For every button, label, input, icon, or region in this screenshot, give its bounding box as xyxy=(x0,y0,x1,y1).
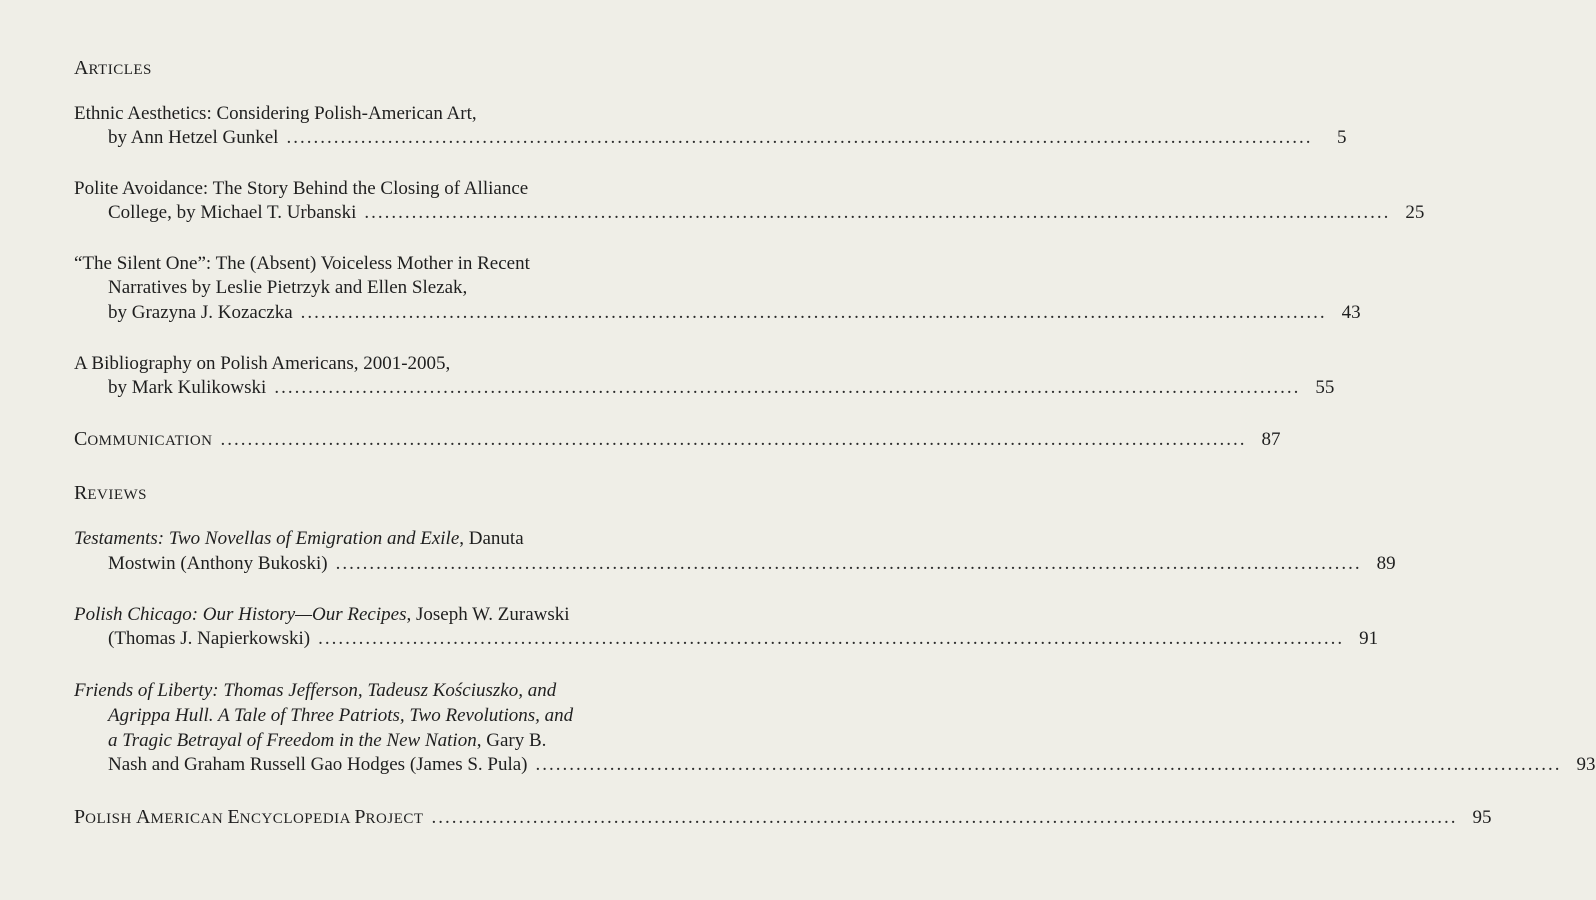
page-number: 43 xyxy=(1341,302,1361,323)
toc-entry-author: by Ann Hetzel Gunkel xyxy=(108,127,279,148)
review-entry-leader-line xyxy=(108,552,1396,576)
toc-entry-leader-line xyxy=(108,301,1361,325)
toc-entry-author: by Mark Kulikowski xyxy=(108,377,267,398)
toc-entry-title: Ethnic Aesthetics: Considering Polish-American Art, xyxy=(74,103,477,124)
dot-leader: ........................................................................................................................................................ xyxy=(274,377,1301,398)
toc-entry-author: by Grazyna J. Kozaczka xyxy=(108,302,293,323)
dot-leader: ........................................................................................................................................................ xyxy=(300,302,1327,323)
review-entry-title-continued xyxy=(108,729,546,753)
review-book-author: , Danuta xyxy=(459,528,524,549)
toc-entry-title: “The Silent One”: The (Absent) Voiceless Mother in Recent xyxy=(74,253,530,274)
review-book-title: Polish Chicago: Our History—Our Recipes xyxy=(74,604,407,625)
review-author-reviewer: Nash and Graham Russell Gao Hodges (James S. Pula) xyxy=(108,754,528,775)
review-book-title: Friends of Liberty: Thomas Jefferson, Tadeusz Kościuszko, and xyxy=(74,680,557,701)
review-book-author: , Joseph W. Zurawski xyxy=(406,604,570,625)
dot-leader: ........................................................................................................................................................ xyxy=(318,628,1345,649)
toc-entry-author: College, by Michael T. Urbanski xyxy=(108,202,357,223)
review-book-author: , Gary B. xyxy=(476,730,547,751)
review-book-title: a Tragic Betrayal of Freedom in the New Nation xyxy=(108,730,477,751)
communication-entry xyxy=(74,427,1281,453)
toc-entry-leader-line xyxy=(108,376,1335,400)
dot-leader: ........................................................................................................................................................ xyxy=(286,127,1313,148)
toc-entry-leader-line xyxy=(108,201,1425,225)
page-number: 25 xyxy=(1405,202,1425,223)
review-entry-title xyxy=(74,603,570,627)
dot-leader: ........................................................................................................................................................ xyxy=(535,754,1562,775)
toc-entry-leader-line xyxy=(108,126,1347,150)
communication-heading: COMMUNICATION xyxy=(74,428,213,450)
toc-entry-title-continued: Narratives by Leslie Pietrzyk and Ellen Slezak, xyxy=(108,277,468,298)
toc-entry-title: A Bibliography on Polish Americans, 2001-2005, xyxy=(74,353,451,374)
review-reviewer: (Thomas J. Napierkowski) xyxy=(108,628,311,649)
dot-leader: ........................................................................................................................................................ xyxy=(220,429,1247,450)
page-number: 89 xyxy=(1376,553,1396,574)
review-entry-title xyxy=(74,679,556,703)
review-entry-leader-line xyxy=(108,753,1596,777)
review-entry-title-continued xyxy=(108,704,573,728)
page-number: 95 xyxy=(1472,807,1492,828)
page-number: 87 xyxy=(1261,429,1281,450)
review-book-title: Agrippa Hull. A Tale of Three Patriots, Two Revolutions, and xyxy=(108,705,574,726)
page-number: 55 xyxy=(1315,377,1335,398)
dot-leader: ........................................................................................................................................................ xyxy=(335,553,1362,574)
review-author-reviewer: Mostwin (Anthony Bukoski) xyxy=(108,553,328,574)
page-number: 5 xyxy=(1336,127,1347,148)
page-number: 93 xyxy=(1576,754,1596,775)
dot-leader: ........................................................................................................................................................ xyxy=(431,807,1458,828)
articles-heading: ARTICLES xyxy=(74,57,152,79)
review-entry-title xyxy=(74,527,524,551)
encyclopedia-project-heading: POLISH AMERICAN ENCYCLOPEDIA PROJECT xyxy=(74,806,424,828)
review-book-title: Testaments: Two Novellas of Emigration and Exile xyxy=(74,528,460,549)
toc-entry-title: Polite Avoidance: The Story Behind the Closing of Alliance xyxy=(74,178,529,199)
page-number: 91 xyxy=(1359,628,1379,649)
review-entry-leader-line xyxy=(108,627,1379,651)
encyclopedia-project-entry xyxy=(74,805,1492,831)
reviews-heading: REVIEWS xyxy=(74,482,147,504)
dot-leader: ........................................................................................................................................................ xyxy=(364,202,1391,223)
